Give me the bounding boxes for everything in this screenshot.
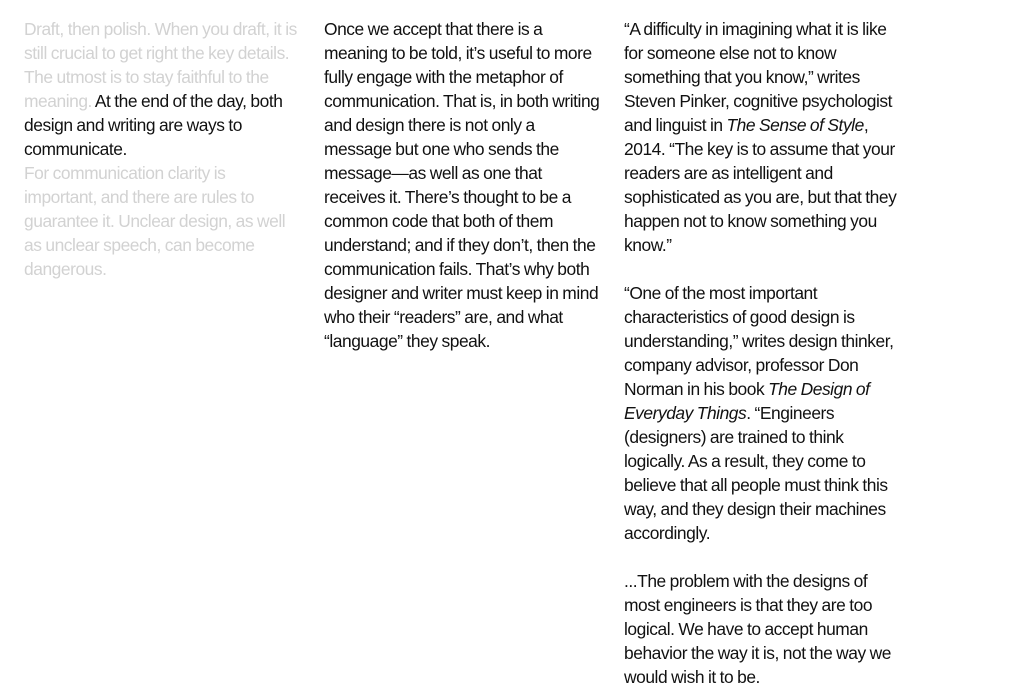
faded-text: For communication clarity is important, and there are rules to guarantee it. Unclear design, as well as unclear speech, can become dangerous. (24, 163, 286, 279)
body-text: . “Engineers (designers) are trained to think logically. As a result, they come to believe that all people must think this way, and they design their machines accordingly. (624, 403, 888, 543)
faded-text: Draft, then polish. When you draft, it is still crucial to get right the key details. The utmost is to stay faithful to the meaning. (24, 19, 297, 111)
paragraph-clarity (24, 161, 302, 281)
book-title: The Sense of Style (726, 115, 864, 135)
paragraph-engineers-problem (624, 569, 902, 689)
text-column-1 (24, 17, 302, 281)
paragraph-pinker-quote (624, 17, 902, 257)
paragraph-norman-quote (624, 281, 902, 545)
text-column-2 (324, 17, 602, 353)
book-title: The Design of Everyday Things (624, 379, 870, 423)
body-text: “One of the most important characteristics of good design is understanding,” writes design thinker, company advisor, professor Don Norman in his book (624, 283, 894, 399)
paragraph-draft-polish (24, 17, 302, 161)
highlighted-text: At the end of the day, both design and writing are ways to communicate. (24, 91, 283, 159)
body-text: Once we accept that there is a meaning to be told, it’s useful to more fully engage with the metaphor of communication. That is, in both writing and design there is not only a message but one who sends the message—as well as one that receives it. There’s thought to be a common code that both of them understand; and if they don’t, then the communication fails. That’s why both designer and writer must keep in mind who their “readers” are, and what “language” they speak. (324, 19, 600, 351)
paragraph-communication-metaphor (324, 17, 602, 353)
text-column-3 (624, 17, 902, 689)
body-text: ...The problem with the designs of most engineers is that they are too logical. We have to accept human behavior the way it is, not the way we would wish it to be. (624, 571, 891, 687)
body-text: “A difficulty in imagining what it is like for someone else not to know something that you know,” writes Steven Pinker, cognitive psychologist and linguist in (624, 19, 892, 135)
body-text: , 2014. “The key is to assume that your readers are as intelligent and sophisticated as you are, but that they happen not to know something you know.” (624, 115, 897, 255)
